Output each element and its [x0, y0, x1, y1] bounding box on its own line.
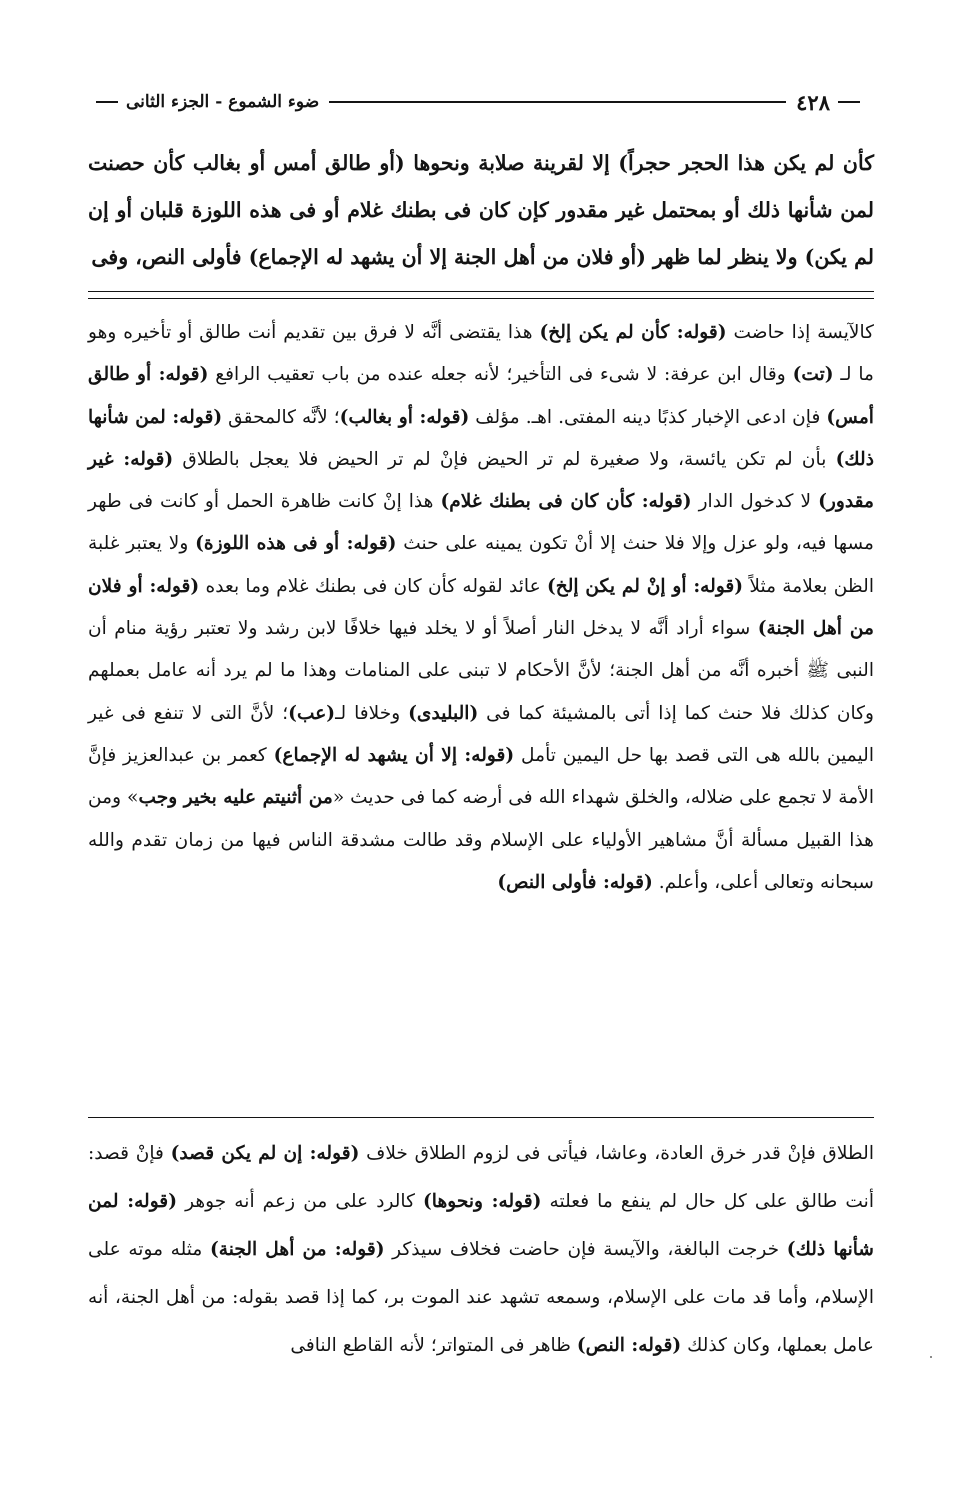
header-dash-left	[96, 101, 118, 103]
commentary-lemma: (قوله: أو فى هذه اللوزة)	[195, 533, 397, 555]
commentary-lemma: (قوله: النص)	[576, 1335, 682, 1356]
running-header	[88, 88, 868, 116]
commentary-text	[88, 312, 874, 1112]
commentary-text-span: كالآيسة إذا حاضت	[726, 322, 875, 343]
commentary-text-span: ظاهر فى المتواتر؛ لأنه القاطع النافى	[290, 1335, 577, 1356]
commentary-text-span: هذا يقتضى أنَّه لا فرق بين تقديم أنت طالق أو تأخيره وهو ما لـ	[88, 322, 874, 386]
commentary-text-span: مثله موته على الإسلام، وأما قد مات على الإسلام، وسمعه تشهد عند الموت بر، كما إذا قصد بقوله: من أهل الجنة، أنه عامل بعملها، وكان كذلك	[88, 1239, 874, 1356]
commentary-lemma: (قوله: أو فلان من أهل الجنة)	[88, 575, 874, 640]
commentary-text-span: فإن ادعى الإخبار كذبًا دينه المفتى. اهـ. مؤلف	[469, 406, 827, 428]
hadith-quote: من أثنيتم عليه بخير وجب	[138, 787, 333, 809]
commentary-text-span: وقال ابن عرفة: لا شىء فى التأخير؛ لأنه جعله عنده من باب تعقيب الرافع	[208, 364, 793, 386]
commentary-text-span: كالرد على من زعم أنه جوهر	[177, 1191, 423, 1212]
commentary-lemma: (البليدى)	[408, 702, 479, 724]
second-commentary-text	[88, 1130, 874, 1420]
scan-speck	[930, 1356, 932, 1358]
commentary-text-span: سواء أراد أنَّه لا يدخل النار أصلاً أو لا يخلد فيها خلافًا لابن رشد ولا تعتبر رؤية منام أن النبى ﷺ أخبره أنَّه من أهل الجنة؛ لأنَّ الأحكام لا تبنى على المنامات وهذا ما لم يرد أنه عامل بعملهم وكان كذلك فلا حنث كما إذا أتى بالمشيئة كما فى	[88, 618, 875, 724]
commentary-lemma: (عب)	[288, 702, 336, 724]
commentary-text-span: » ومن هذا القبيل مسألة أنَّ مشاهير الأولياء على الإسلام وقد طالت مشدقة الناس فيها من زمان تقدم والله سبحانه وتعالى أعلى، وأعلم.	[88, 787, 874, 893]
commentary-text-span: كعمر بن عبدالعزيز فإنَّ الأمة لا تجمع على ضلاله، والخلق شهداء الله فى أرضه كما فى حديث «	[88, 744, 874, 809]
commentary-text-span: وخلافا لـ	[335, 702, 409, 724]
commentary-lemma: (قوله: ونحوها)	[422, 1191, 542, 1212]
commentary-lemma: (قوله: من أهل الجنة)	[209, 1239, 385, 1260]
single-divider	[88, 1117, 874, 1118]
commentary-lemma: (قوله: أو طالق أمس)	[88, 364, 874, 428]
main-text	[88, 140, 874, 282]
commentary-lemma: (قوله: غير مقدور)	[88, 448, 874, 513]
second-commentary-paragraph	[88, 1130, 874, 1370]
commentary-text-span: خرجت البالغة، والآيسة فإن حاضت فخلاف سيذكر	[384, 1239, 787, 1260]
header-dash-right	[838, 101, 860, 103]
commentary-text-span: هذا إنْ كانت ظاهرة الحمل أو كانت فى طهر مسها فيه، ولو عزل وإلا فلا حنث إلا أنْ تكون يمينه على حنث	[88, 491, 874, 555]
commentary-lemma: (قوله: كأن لم يكن إلخ)	[539, 322, 727, 343]
commentary-text-span: الطلاق فإنْ قدر خرق العادة، وعاشا، فيأتى فى لزوم الطلاق خلاف	[359, 1143, 875, 1164]
commentary-lemma: (قوله: لمن شأنها ذلك)	[88, 1191, 874, 1260]
commentary-text-span: ولا يعتبر غلبة الظن بعلامة مثلاً	[88, 533, 874, 597]
commentary-text-span: ؛ لأنَّ التى لا تنفع فى غير اليمين بالله هى التى قصد بها حل اليمين تأمل	[88, 702, 874, 766]
commentary-lemma: (قوله: لمن شأنها ذلك)	[88, 406, 875, 470]
commentary-text-span: فإنْ قصد: أنت طالق على كل حال لم ينفع ما فعلته	[88, 1143, 874, 1212]
commentary-lemma: (قوله: إلا أن يشهد له الإجماع)	[273, 744, 515, 766]
commentary-lemma: (قوله: فأولى النص)	[497, 871, 653, 893]
commentary-lemma: (قوله: إن لم يكن قصد)	[170, 1143, 360, 1164]
main-paragraph: كأن لم يكن هذا الحجر حجراً) إلا لقرينة صلابة ونحوها (أو طالق أمس أو بغالب كأن حصنت لمن شأنها ذلك أو بمحتمل غير مقدور كإن كان فى بطنك غلام أو فى هذه اللوزة قلبان أو إن لم يكن) ولا ينظر لما ظهر (أو فلان من أهل الجنة إلا أن يشهد له الإجماع) فأولى النص، وفى	[88, 151, 874, 269]
double-divider	[88, 291, 874, 299]
commentary-text-span: عائد لقوله كأن كان فى بطنك غلام وما بعده	[199, 575, 547, 597]
commentary-text-span: ؛ لأنَّه كالمحقق	[222, 406, 340, 428]
running-title: ضوء الشموع - الجزء الثانى	[126, 92, 320, 112]
commentary-lemma: (قوله: أو إنْ لم يكن إلخ)	[546, 575, 744, 597]
page-number: ٤٢٨	[796, 89, 830, 115]
commentary-lemma: (قوله: أو بغالب)	[339, 406, 470, 428]
header-rule	[329, 101, 786, 103]
commentary-lemma: (قوله: كأن كان فى بطنك غلام)	[440, 491, 692, 513]
commentary-lemma: (تت)	[792, 364, 834, 386]
commentary-text-span: بأن لم تكن يائسة، ولا صغيرة لم تر الحيض فإنْ لم تر الحيض فلا يعجل بالطلاق	[173, 448, 836, 470]
commentary-paragraph	[88, 312, 874, 904]
commentary-text-span: لا كدخول الدار	[691, 491, 819, 513]
